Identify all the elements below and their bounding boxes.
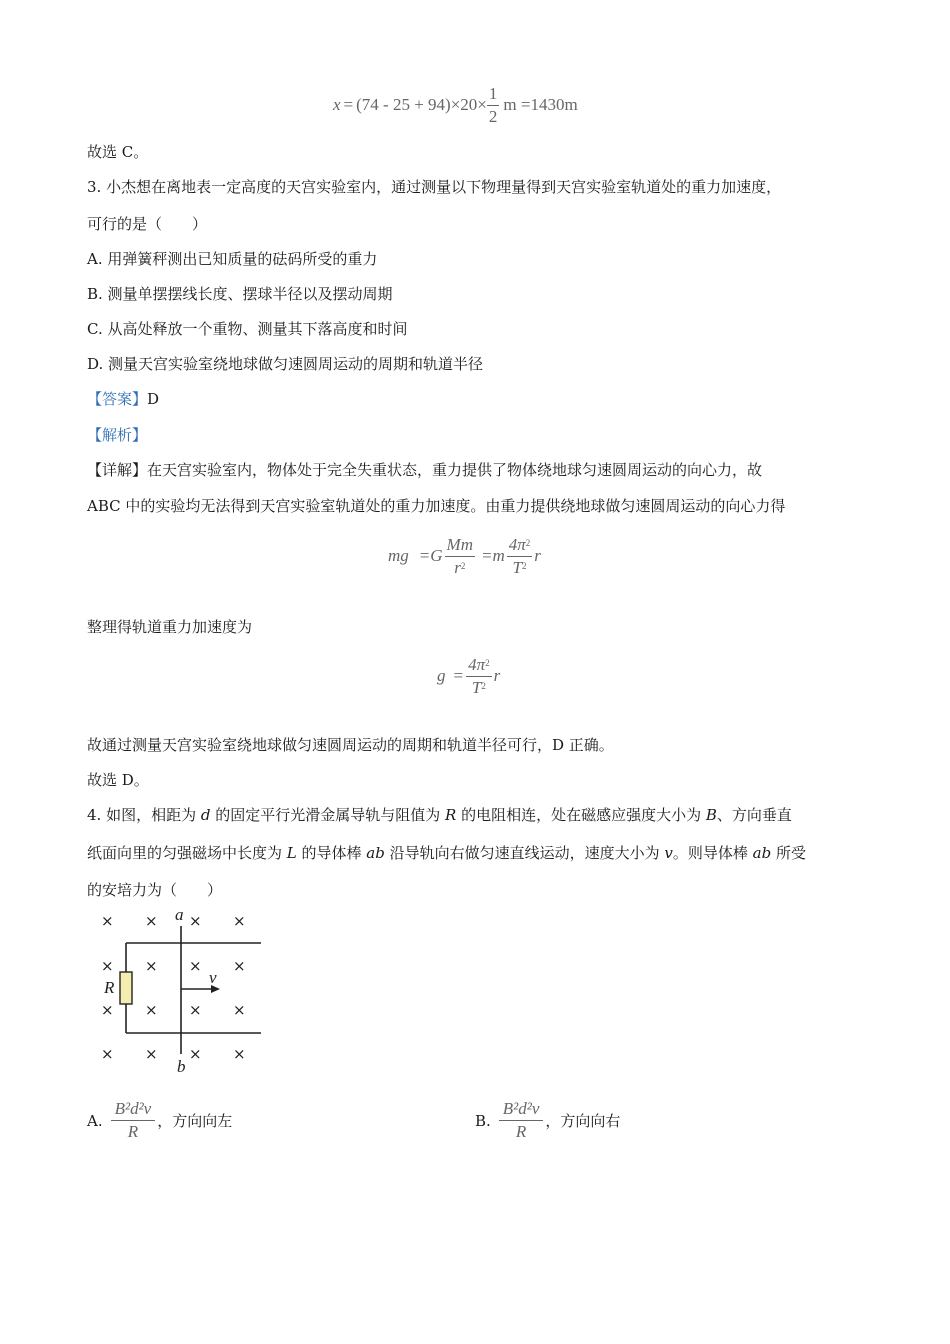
detail-text: 在天宫实验室内，物体处于完全失重状态，重力提供了物体绕地球匀速圆周运动的向心力，故 [147,461,763,479]
option-4a [87,1098,232,1143]
option-4b-num: B²d²v [499,1098,544,1121]
circuit-diagram [85,900,285,1080]
eq2-num1: Mm [445,534,475,557]
eq1-equals: = [343,95,354,114]
eq1-denominator: 2 [488,106,498,126]
option-4a-direction: ，方向向左 [157,1111,233,1130]
cross-mark: × [145,957,158,975]
eq3-den-exp: 2 [481,680,486,691]
option-a: A. 用弹簧秤测出已知质量的砝码所受的重力 [87,250,378,268]
answer-tag: 【答案】 [87,390,148,408]
eq3-fraction [466,654,492,699]
eq1-lhs: x [333,95,341,114]
eq2-eq-g: =G [418,546,443,565]
option-4a-num: B²d²v [111,1098,156,1121]
cross-mark: × [233,957,246,975]
text-line: 故选 D。 [87,771,149,789]
equation-gravity-acceleration [437,650,500,702]
answer-value: D [147,390,160,408]
question-4-stem [87,805,792,825]
eq2-den2-wrap [507,557,533,579]
eq1-times: ×20× [450,95,487,114]
equation-gravity-centripetal [388,530,541,582]
question-3-stem-cont: 可行的是（ ） [87,215,208,233]
option-4b [475,1098,620,1143]
cross-mark: × [145,912,158,930]
eq2-den1-exp: 2 [460,560,466,571]
cross-mark: × [233,1001,246,1019]
label-a: a [175,905,184,924]
text-line: 故通过测量天宫实验室绕地球做匀速圆周运动的周期和轨道半径可行，D 正确。 [87,736,614,754]
q4-var-l: L [286,844,297,862]
eq3-num: 4π [468,654,486,674]
eq3-den-wrap [466,677,492,699]
cross-mark: × [101,1045,114,1063]
question-3-stem: 3. 小杰想在离地表一定高度的天宫实验室内，通过测量以下物理量得到天宫实验室轨道处的重力加速度， [87,178,782,196]
q4-var-b: B [705,806,717,824]
label-r: R [104,978,115,997]
q4-text: 的电阻相连，处在磁感应强度大小为 [456,806,706,824]
text-line: 整理得轨道重力加速度为 [87,618,253,636]
cross-mark: × [189,1045,202,1063]
option-4b-fraction [499,1098,544,1143]
eq3-g: g [437,666,446,685]
q4-var-r: R [445,806,457,824]
option-4b-den: R [515,1122,527,1141]
cross-mark: × [145,1045,158,1063]
eq1-fraction [487,83,500,128]
cross-mark: × [101,912,114,930]
q4-var-ab: ab [752,844,772,862]
q4-text: 。则导体棒 [672,844,753,862]
option-4a-fraction [111,1098,156,1143]
option-c: C. 从高处释放一个重物、测量其下落高度和时间 [87,320,408,338]
eq3-r: r [493,666,501,685]
eq2-num2: 4π [508,534,526,554]
eq2-den1: r [454,557,461,577]
eq2-den2-exp: 2 [521,560,527,571]
q4-text: 纸面向里的匀强磁场中长度为 [87,844,287,862]
eq2-den2: T [512,557,522,577]
eq1-paren: (74 - 25 + 94) [356,95,451,114]
q4-text: 4. 如图，相距为 [87,806,201,824]
option-4a-label: A. [87,1111,103,1130]
eq1-rhs: m =1430m [503,95,578,114]
q4-text: 的固定平行光滑金属导轨与阻值为 [210,806,446,824]
option-4b-direction: ，方向向右 [545,1111,621,1130]
question-4-stem-cont [87,843,806,863]
option-b: B. 测量单摆摆线长度、摆球半径以及摆动周期 [87,285,393,303]
eq2-r: r [534,546,541,565]
cross-mark: × [233,1045,246,1063]
eq2-num2-exp: 2 [525,537,531,548]
q4-text: 的导体棒 [296,844,367,862]
eq1-numerator: 1 [487,83,500,106]
detail-tag: 【详解】 [87,461,148,479]
q4-var-d: d [200,806,211,824]
eq2-mg: mg [388,546,409,565]
q4-text: 沿导轨向右做匀速直线运动，速度大小为 [384,844,665,862]
question-4-stem-end: 的安培力为（ ） [87,881,223,899]
eq3-num-wrap [466,654,492,677]
answer-line [87,389,159,409]
q4-text: 所受 [771,844,806,862]
detail-line [87,460,762,480]
cross-mark: × [189,912,202,930]
option-4b-label: B. [475,1111,491,1130]
option-d: D. 测量天宫实验室绕地球做匀速圆周运动的周期和轨道半径 [87,355,484,373]
q4-var-ab: ab [366,844,385,862]
resistor [120,972,132,1004]
eq3-num-exp: 2 [485,657,490,668]
cross-mark: × [189,1001,202,1019]
text-line: 故选 C。 [87,143,149,161]
q4-text: 、方向垂直 [716,806,792,824]
cross-mark: × [101,1001,114,1019]
cross-mark: × [145,1001,158,1019]
option-4a-den: R [127,1122,139,1141]
cross-mark: × [189,957,202,975]
detail-text-cont: ABC 中的实验均无法得到天宫实验室轨道处的重力加速度。由重力提供绕地球做匀速圆周运动的向心力得 [87,497,786,515]
eq3-eq: = [453,666,464,685]
eq2-eq-m: =m [480,546,505,565]
cross-mark: × [101,957,114,975]
eq2-den1-wrap [445,557,475,579]
label-b: b [177,1057,186,1076]
equation-displacement [333,80,578,130]
analysis-tag: 【解析】 [87,426,148,444]
eq3-den: T [471,677,482,697]
cross-mark: × [233,912,246,930]
eq2-fraction-1 [445,534,475,579]
eq2-num2-wrap [507,534,533,557]
label-v: v [209,968,217,987]
eq2-fraction-2 [507,534,533,579]
q4-var-v: v [664,844,673,862]
